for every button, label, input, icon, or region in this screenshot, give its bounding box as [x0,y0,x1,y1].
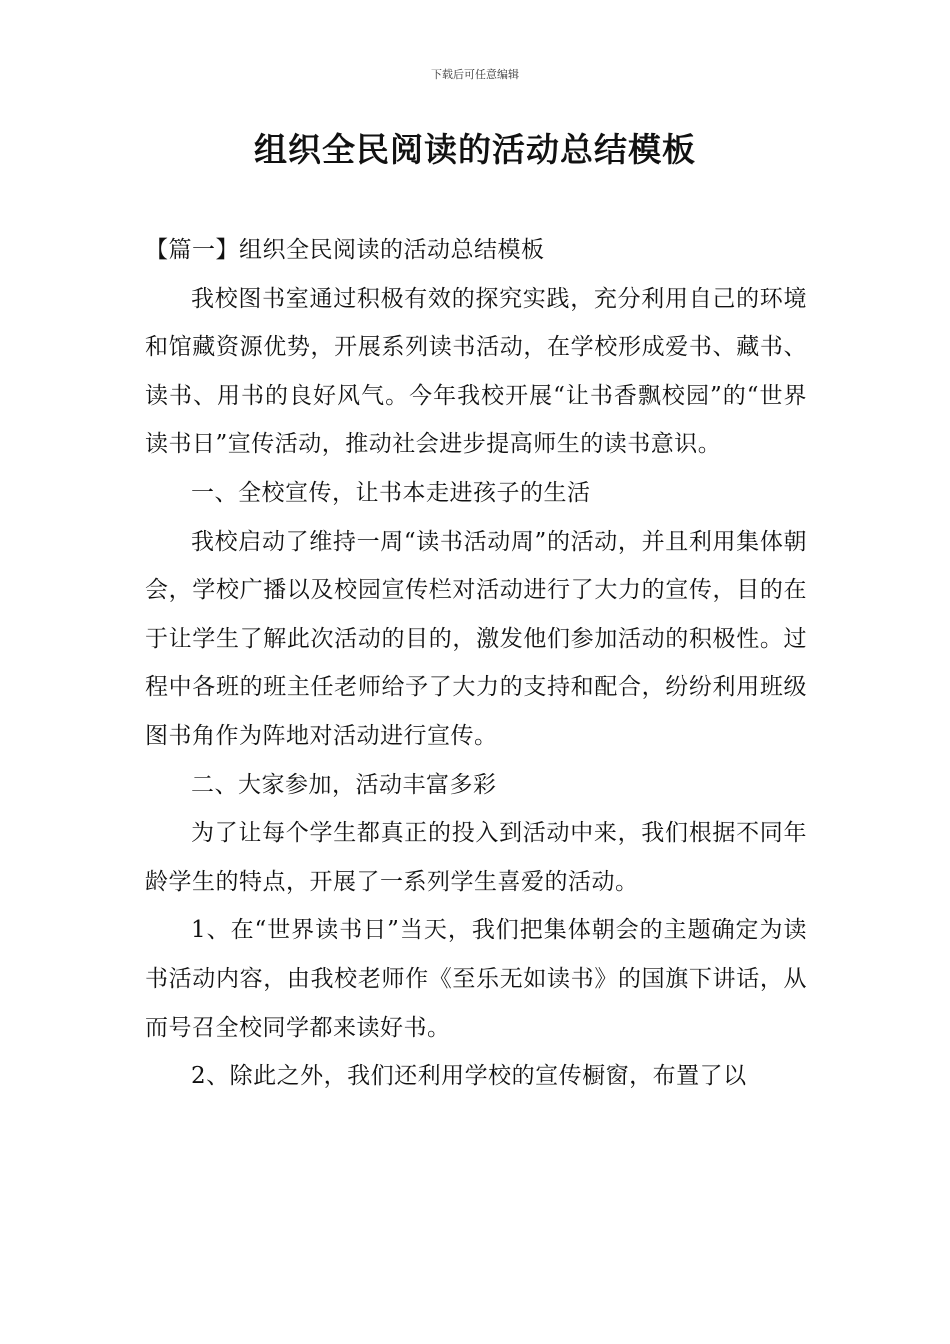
paragraph-heading-1: 一、全校宣传，让书本走进孩子的生活 [191,479,591,506]
paragraph-publicity: 我校启动了维持一周“读书活动周”的活动，并且利用集体朝会，学校广播以及校园宣传栏对活动进行了大力的宣传，目的在于让学生了解此次活动的目的，激发他们参加活动的积极性。过程中各班的班主任老师给予了大力的支持和配合，纷纷利用班级图书角作为阵地对活动进行宣传。 [145,528,807,749]
paragraph-intro: 我校图书室通过积极有效的探究实践，充分利用自己的环境和馆藏资源优势，开展系列读书活动，在学校形成爱书、藏书、读书、用书的良好风气。今年我校开展“让书香飘校园”的“世界读书日”宣传活动，推动社会进步提高师生的读书意识。 [145,285,807,458]
paragraph-activities: 为了让每个学生都真正的投入到活动中来，我们根据不同年龄学生的特点，开展了一系列学生喜爱的活动。 [145,820,807,895]
document-title: 组织全民阅读的活动总结模板 [254,130,696,169]
document-body [145,226,807,1101]
header-note: 下载后可任意编辑 [431,68,519,81]
paragraph-item-1: 1、在“世界读书日”当天，我们把集体朝会的主题确定为读书活动内容，由我校老师作《至乐无如读书》的国旗下讲话，从而号召全校同学都来读好书。 [145,917,807,1041]
paragraph-heading-2: 二、大家参加，活动丰富多彩 [191,771,497,798]
paragraph-item-2: 2、除此之外，我们还利用学校的宣传橱窗，布置了以 [191,1063,747,1090]
section-heading: 【篇一】组织全民阅读的活动总结模板 [145,237,545,263]
